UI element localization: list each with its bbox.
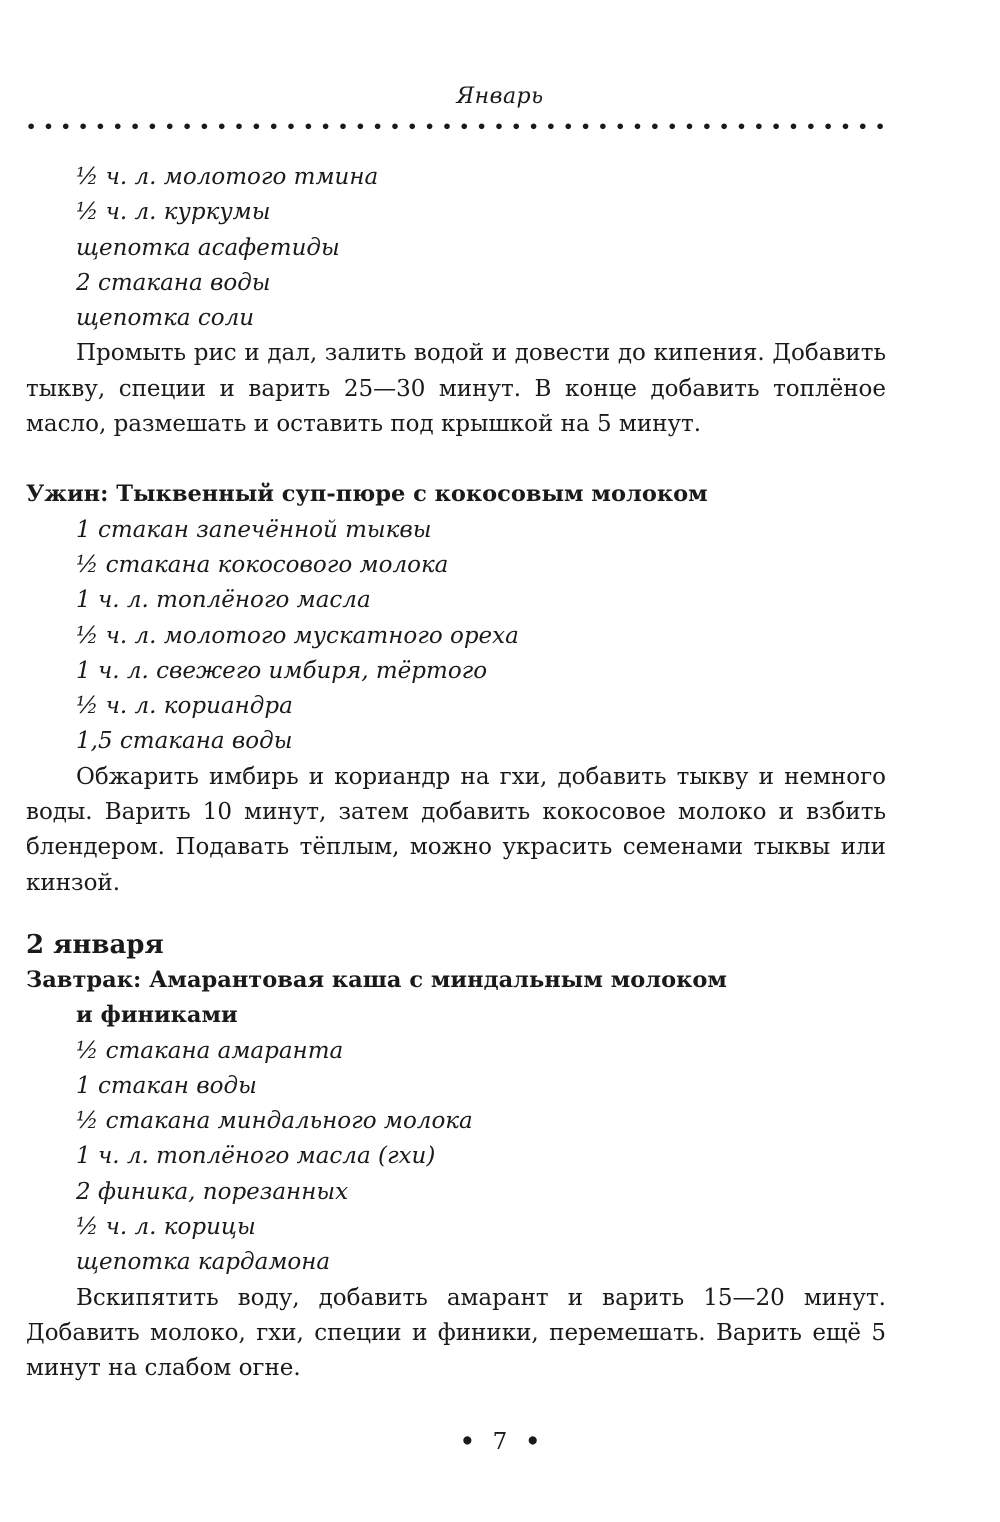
ingredient-list: [26, 1034, 886, 1281]
ingredient-item: ½ ч. л. куркумы: [76, 199, 271, 226]
instructions-paragraph: Обжарить имбирь и кориандр на гхи, добавить тыкву и немного воды. Варить 10 минут, затем добавить кокосовое молоко и взбить блендером. Подавать тёплым, можно украсить семенами тыквы или кинзой.: [26, 763, 886, 896]
day-heading: 2 января: [26, 929, 164, 960]
ingredient-list: [26, 160, 886, 336]
ingredient-item: щепотка соли: [76, 305, 255, 332]
ingredient-item: ½ стакана кокосового молока: [76, 551, 449, 578]
page-number: 7: [492, 1429, 508, 1455]
breakfast-title-line: Завтрак: Амарантовая каша с миндальным молоком: [26, 966, 727, 993]
ingredient-item: ½ стакана амаранта: [76, 1037, 344, 1064]
instructions-paragraph: Вскипятить воду, добавить амарант и варить 15—20 минут. Добавить молоко, гхи, специи и финики, перемешать. Варить ещё 5 минут на слабом огне.: [26, 1284, 886, 1382]
ingredient-item: 1,5 стакана воды: [76, 728, 293, 755]
page-number-footer: [0, 1428, 1000, 1455]
ingredient-item: 1 ч. л. топлёного масла: [76, 587, 371, 614]
ingredient-item: 2 стакана воды: [76, 269, 271, 296]
ingredient-item: 1 стакан запечённой тыквы: [76, 516, 432, 543]
bullet-icon: •: [525, 1428, 541, 1455]
ingredient-item: ½ ч. л. молотого тмина: [76, 164, 379, 190]
page-content: [26, 160, 886, 1387]
ingredient-item: ½ ч. л. корицы: [76, 1214, 256, 1241]
running-title: Январь: [456, 84, 544, 109]
dotted-rule: ••••••••••••••••••••••••••••••••••••••••••••••••••: [26, 120, 893, 134]
ingredient-item: ½ ч. л. кориандра: [76, 693, 293, 720]
breakfast-title-line: и финиками: [76, 1002, 238, 1029]
ingredient-item: ½ ч. л. молотого мускатного ореха: [76, 622, 519, 649]
bullet-icon: •: [459, 1428, 475, 1455]
breakfast-recipe-title: [26, 963, 886, 1034]
instructions-paragraph: Промыть рис и дал, залить водой и довести до кипения. Добавить тыкву, специи и варить 25—30 минут. В конце добавить топлёное масло, размешать и оставить под крышкой на 5 минут.: [26, 340, 886, 438]
ingredient-item: 1 стакан воды: [76, 1072, 257, 1099]
dinner-recipe-title: Ужин: Тыквенный суп-пюре с кокосовым молоком: [26, 481, 708, 508]
ingredient-item: ½ стакана миндального молока: [76, 1108, 473, 1135]
ingredient-item: 1 ч. л. свежего имбиря, тёртого: [76, 657, 488, 684]
ingredient-item: 1 ч. л. топлёного масла (гхи): [76, 1143, 436, 1170]
ingredient-item: щепотка кардамона: [76, 1249, 331, 1276]
ingredient-list: [26, 513, 886, 760]
ingredient-item: щепотка асафетиды: [76, 234, 340, 261]
ingredient-item: 2 финика, порезанных: [76, 1178, 349, 1205]
